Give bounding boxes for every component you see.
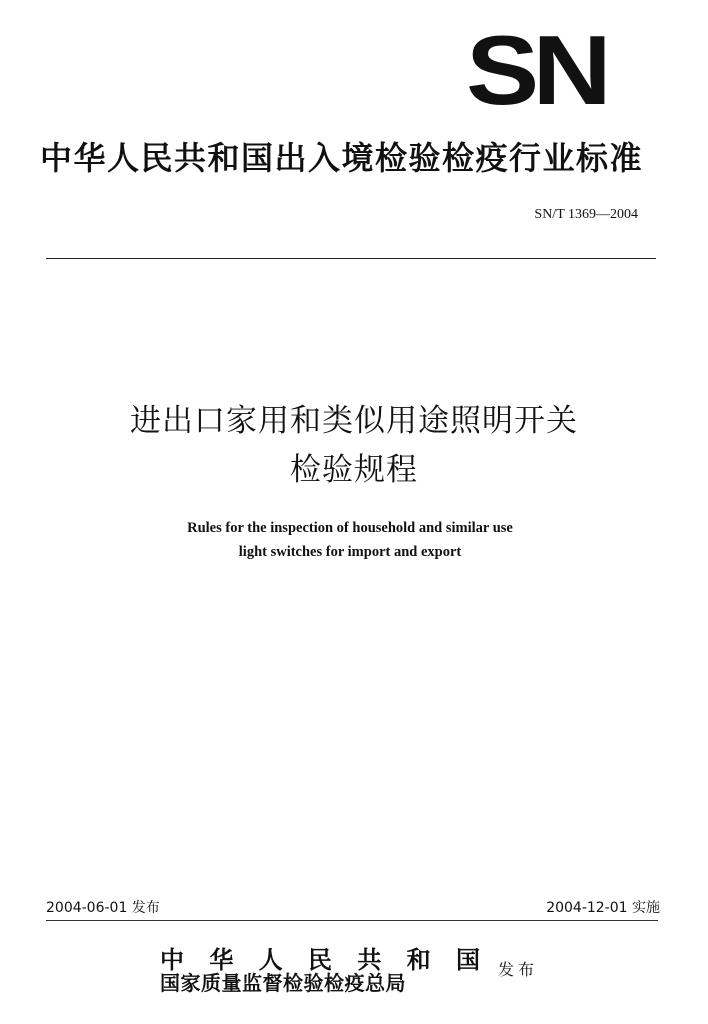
title-english-line2: light switches for import and export bbox=[238, 544, 462, 560]
issuer-char: 中 bbox=[160, 945, 184, 974]
title-chinese-line1: 进出口家用和类似用途照明开关 bbox=[130, 403, 578, 439]
issuer-agency: 国家质量监督检验检疫总局 bbox=[160, 971, 406, 995]
title-english-line1: Rules for the inspection of household and similar use bbox=[187, 520, 513, 536]
publish-label: 发布 bbox=[498, 960, 539, 979]
issuer-char: 国 bbox=[455, 945, 480, 974]
sn-logo: SN bbox=[466, 15, 606, 125]
title-chinese-line2: 检验规程 bbox=[290, 452, 418, 488]
issue-date: 2004-06-01 发布 bbox=[46, 900, 160, 916]
issuer-char: 共 bbox=[357, 945, 382, 974]
organization-title: 中华人民共和国出入境检验检疫行业标准 bbox=[40, 139, 644, 177]
header-divider bbox=[46, 258, 656, 259]
issuer-char: 民 bbox=[307, 945, 332, 974]
issuer-char: 和 bbox=[406, 945, 431, 974]
footer-divider bbox=[46, 920, 658, 921]
issuer-char: 人 bbox=[258, 945, 283, 974]
issuer-char: 华 bbox=[209, 945, 234, 974]
standard-number: SN/T 1369—2004 bbox=[534, 207, 638, 222]
implement-date: 2004-12-01 实施 bbox=[546, 900, 660, 916]
